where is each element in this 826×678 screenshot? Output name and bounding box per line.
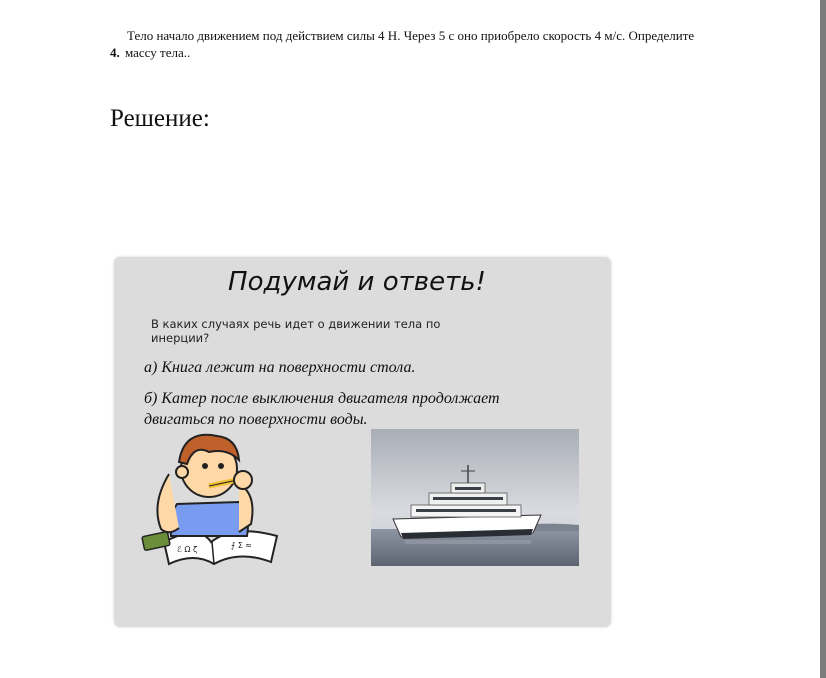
problem-line-2	[110, 44, 750, 61]
slide-question: В каких случаях речь идет о движении тела по инерции?	[151, 317, 441, 345]
ferry-photo	[371, 429, 579, 566]
problem-line-2-text: массу тела..	[125, 45, 191, 60]
svg-text:⨍ Σ ≈: ⨍ Σ ≈	[231, 541, 253, 550]
page-edge-bar	[820, 0, 826, 678]
slide-title: Подумай и ответь!	[228, 267, 486, 297]
problem-text	[110, 27, 750, 61]
problem-number: 4.	[110, 45, 120, 60]
solution-heading: Решение:	[110, 105, 210, 132]
answer-b: б) Катер после выключения двигателя продолжает двигаться по поверхности воды.	[144, 390, 500, 428]
slide-image	[114, 257, 611, 627]
boy-with-book-illustration	[139, 424, 284, 572]
problem-line-1: Тело начало движением под действием силы 4 Н. Через 5 с оно приобрело скорость 4 м/с. Определите	[127, 28, 695, 43]
svg-text:ℰ Ω ζ: ℰ Ω ζ	[177, 545, 198, 554]
answer-a: а) Книга лежит на поверхности стола.	[144, 359, 416, 376]
